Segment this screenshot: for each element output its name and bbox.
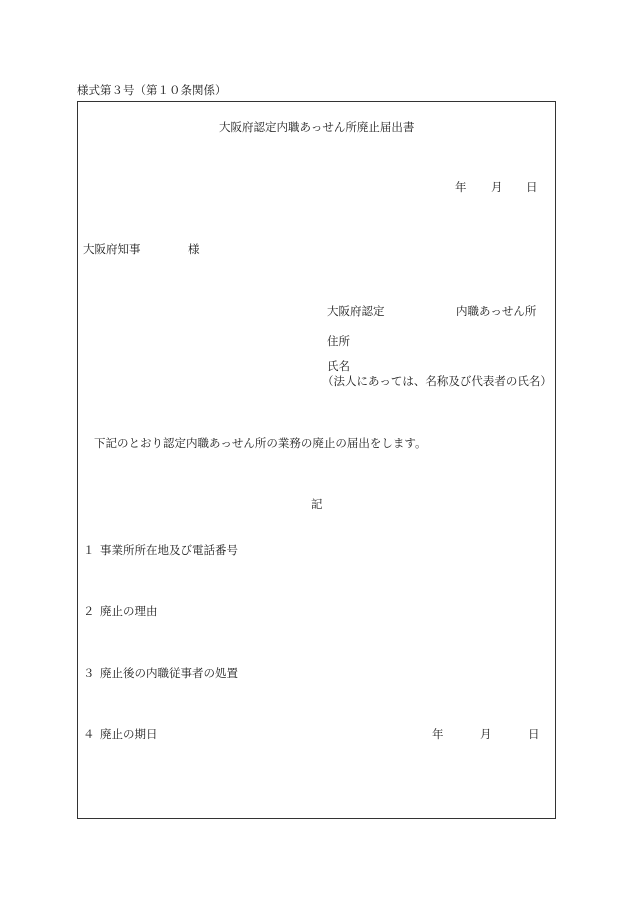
date-day-label: 日 xyxy=(526,180,538,194)
item-2-label: 廃止の理由 xyxy=(100,604,158,618)
addressee-name: 大阪府知事 xyxy=(83,242,141,256)
office-label: 内職あっせん所 xyxy=(456,304,537,318)
ki-label: 記 xyxy=(311,497,323,511)
closing-month-label: 月 xyxy=(480,727,492,741)
form-number: 様式第３号（第１０条関係） xyxy=(77,83,227,97)
item-4-number: ４ xyxy=(83,727,95,741)
item-4-label: 廃止の期日 xyxy=(100,727,158,741)
closing-day-label: 日 xyxy=(528,727,540,741)
item-1-number: １ xyxy=(83,543,95,557)
certified-label: 大阪府認定 xyxy=(327,304,385,318)
address-label: 住所 xyxy=(327,334,350,348)
item-3-label: 廃止後の内職従事者の処置 xyxy=(100,666,238,680)
addressee-honorific: 様 xyxy=(188,242,200,256)
form-frame xyxy=(77,101,556,819)
date-month-label: 月 xyxy=(491,180,503,194)
document-title: 大阪府認定内職あっせん所廃止届出書 xyxy=(219,120,415,134)
statement-text: 下記のとおり認定内職あっせん所の業務の廃止の届出をします。 xyxy=(94,436,427,450)
date-year-label: 年 xyxy=(455,180,467,194)
name-label: 氏名 xyxy=(327,359,350,373)
item-2-number: ２ xyxy=(83,604,95,618)
item-3-number: ３ xyxy=(83,666,95,680)
item-1-label: 事業所所在地及び電話番号 xyxy=(100,543,238,557)
closing-year-label: 年 xyxy=(432,727,444,741)
name-note: （法人にあっては、名称及び代表者の氏名） xyxy=(322,374,552,388)
